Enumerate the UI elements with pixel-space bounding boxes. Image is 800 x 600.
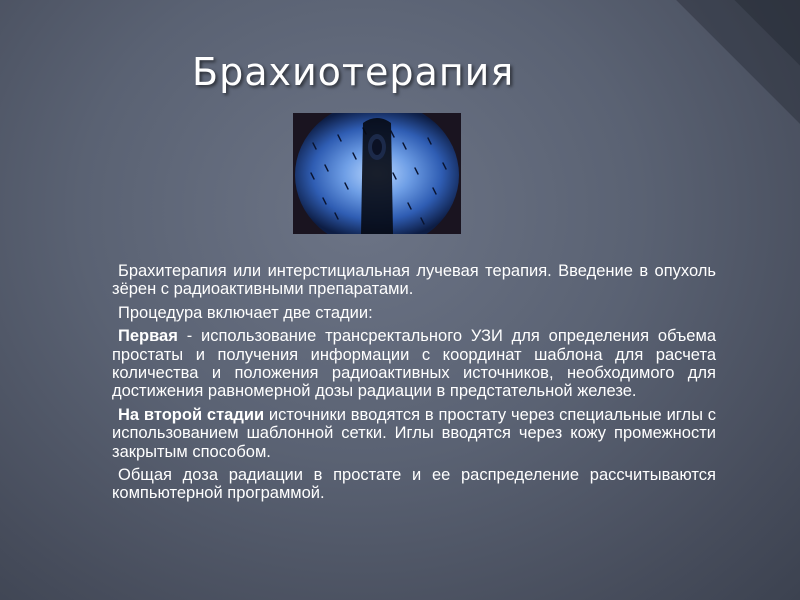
body-text — [112, 262, 716, 508]
paragraph-stage-one: Первая - использование трансректального УЗИ для определения объема простаты и получения информации с координат шаблона для расчета количества и положения радиоактивных источников, необходимого для достижения равномерной дозы радиации в предстательной железе. — [112, 327, 716, 401]
slide-title: Брахиотерапия — [192, 50, 515, 94]
ultrasound-image-icon — [293, 113, 461, 234]
paragraph-intro: Брахитерапия или интерстициальная лучевая терапия. Введение в опухоль зёрен с радиоактивными препаратами. — [112, 262, 716, 299]
brachytherapy-photo — [293, 113, 461, 234]
paragraph-stages: Процедура включает две стадии: — [118, 303, 373, 322]
paragraph-dose: Общая доза радиации в простате и ее распределение рассчитываются компьютерной программой. — [112, 466, 716, 503]
paragraph-stage-two: На второй стадии источники вводятся в простату через специальные иглы с использованием шаблонной сетки. Иглы вводятся через кожу промежности закрытым способом. — [112, 405, 716, 461]
